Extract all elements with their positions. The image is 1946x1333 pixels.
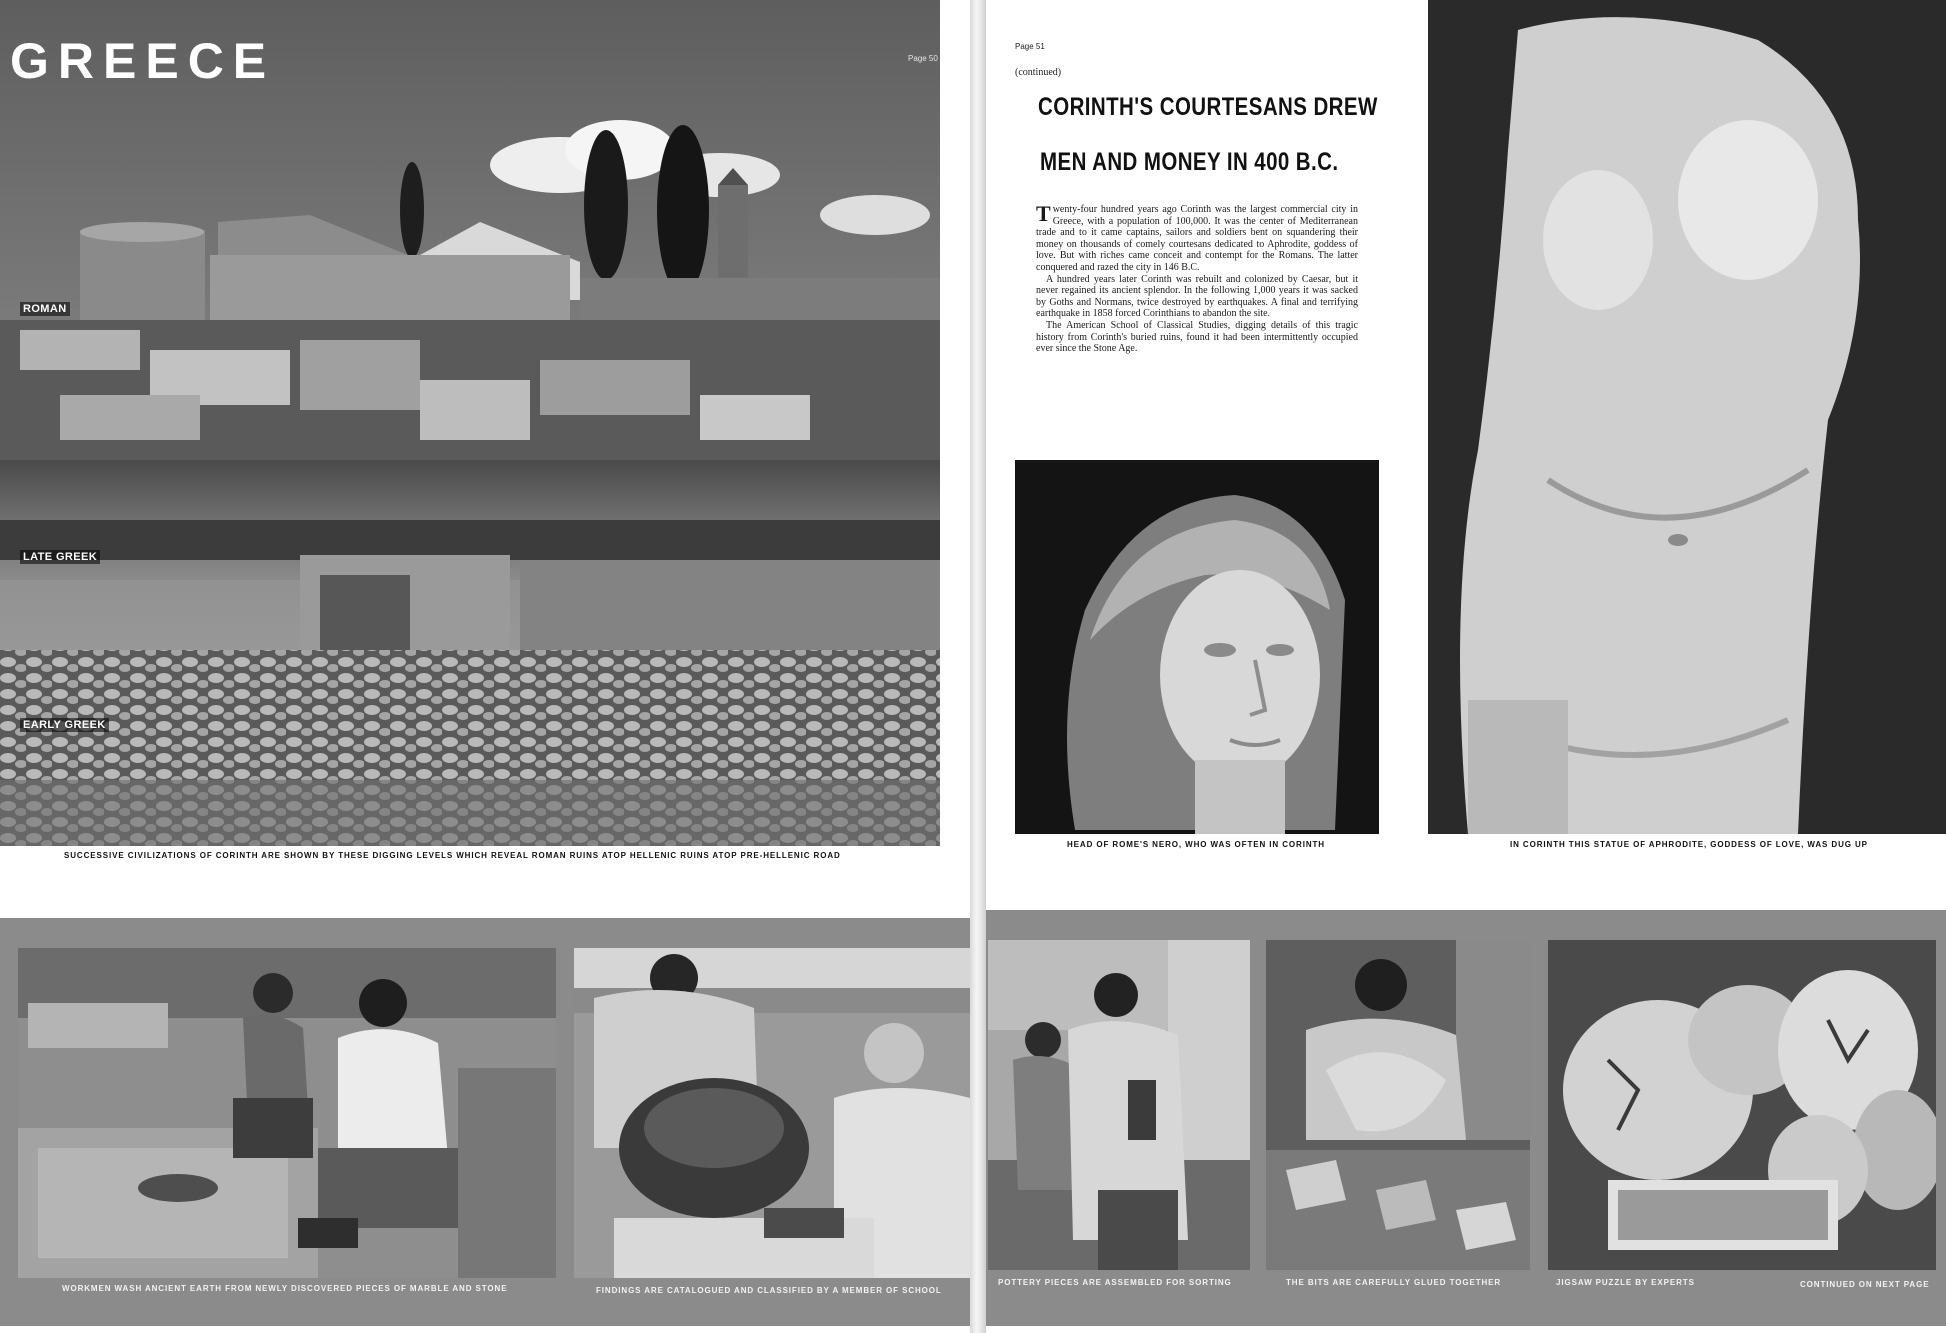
continued-next-page: CONTINUED ON NEXT PAGE bbox=[1800, 1280, 1930, 1289]
glued-caption: THE BITS ARE CAREFULLY GLUED TOGETHER bbox=[1286, 1278, 1502, 1287]
page-gutter bbox=[970, 0, 986, 1333]
headline-line-2: MEN AND MONEY IN 400 B.C. bbox=[1040, 148, 1339, 176]
pottery-caption: POTTERY PIECES ARE ASSEMBLED FOR SORTING bbox=[998, 1278, 1232, 1287]
article-paragraph-2: A hundred years later Corinth was rebuilt and colonized by Caesar, but it never regained its ancient splendor. In the following 1,000 years it was sacked by Goths and Normans, twice destroyed by earthquakes. A final and terrifying earthquake in 1858 forced Corinthians to abandon the site. bbox=[1036, 273, 1358, 320]
page-folio-left: Page 50 bbox=[908, 54, 938, 63]
main-photo-caption: SUCCESSIVE CIVILIZATIONS OF CORINTH ARE SHOWN BY THESE DIGGING LEVELS WHICH REVEAL ROMAN RUINS ATOP HELLENIC RUINS ATOP PRE-HELLENIC ROAD bbox=[64, 851, 841, 860]
workmen-caption: WORKMEN WASH ANCIENT EARTH FROM NEWLY DISCOVERED PIECES OF MARBLE AND STONE bbox=[62, 1284, 508, 1293]
level-label-late-greek: LATE GREEK bbox=[20, 550, 100, 564]
jigsaw-pottery-photo bbox=[1548, 940, 1936, 1270]
aphrodite-statue-photo bbox=[1428, 0, 1946, 834]
findings-caption: FINDINGS ARE CATALOGUED AND CLASSIFIED BY A MEMBER OF SCHOOL bbox=[596, 1286, 942, 1295]
glueing-bits-photo bbox=[1266, 940, 1530, 1270]
article-paragraph-3: The American School of Classical Studies, digging details of this tragic history from Corinth's buried ruins, found it had been intermittently occupied ever since the Stone Age. bbox=[1036, 319, 1358, 355]
continued-label: (continued) bbox=[1015, 67, 1062, 78]
findings-catalogue-photo bbox=[574, 948, 970, 1278]
section-title: GREECE bbox=[10, 33, 276, 89]
headline-line-1: CORINTH'S COURTESANS DREW bbox=[1038, 93, 1378, 121]
dropcap: T bbox=[1036, 201, 1051, 226]
article-body bbox=[1036, 201, 1358, 355]
page-folio-right: Page 51 bbox=[1015, 42, 1045, 51]
nero-caption: HEAD OF ROME'S NERO, WHO WAS OFTEN IN CORINTH bbox=[1067, 840, 1325, 849]
article-paragraph-1: Twenty-four hundred years ago Corinth was the largest commercial city in Greece, with a population of 100,000. It was the center of Mediterranean trade and to it came captains, sailors and soldiers bent on squandering their money on thousands of comely courtesans dedicated to Aphrodite, goddess of love. But with riches came conceit and contempt for the Romans. The latter conquered and razed the city in 146 B.C. bbox=[1036, 201, 1358, 273]
corinth-ruins-photo bbox=[0, 0, 940, 846]
nero-head-photo bbox=[1015, 460, 1379, 834]
aphrodite-caption: IN CORINTH THIS STATUE OF APHRODITE, GODDESS OF LOVE, WAS DUG UP bbox=[1510, 840, 1868, 849]
pottery-sorting-photo bbox=[988, 940, 1250, 1270]
workmen-washing-photo bbox=[18, 948, 556, 1278]
level-label-roman: ROMAN bbox=[20, 302, 70, 316]
level-label-early-greek: EARLY GREEK bbox=[20, 718, 109, 732]
jigsaw-caption: JIGSAW PUZZLE BY EXPERTS bbox=[1556, 1278, 1695, 1287]
